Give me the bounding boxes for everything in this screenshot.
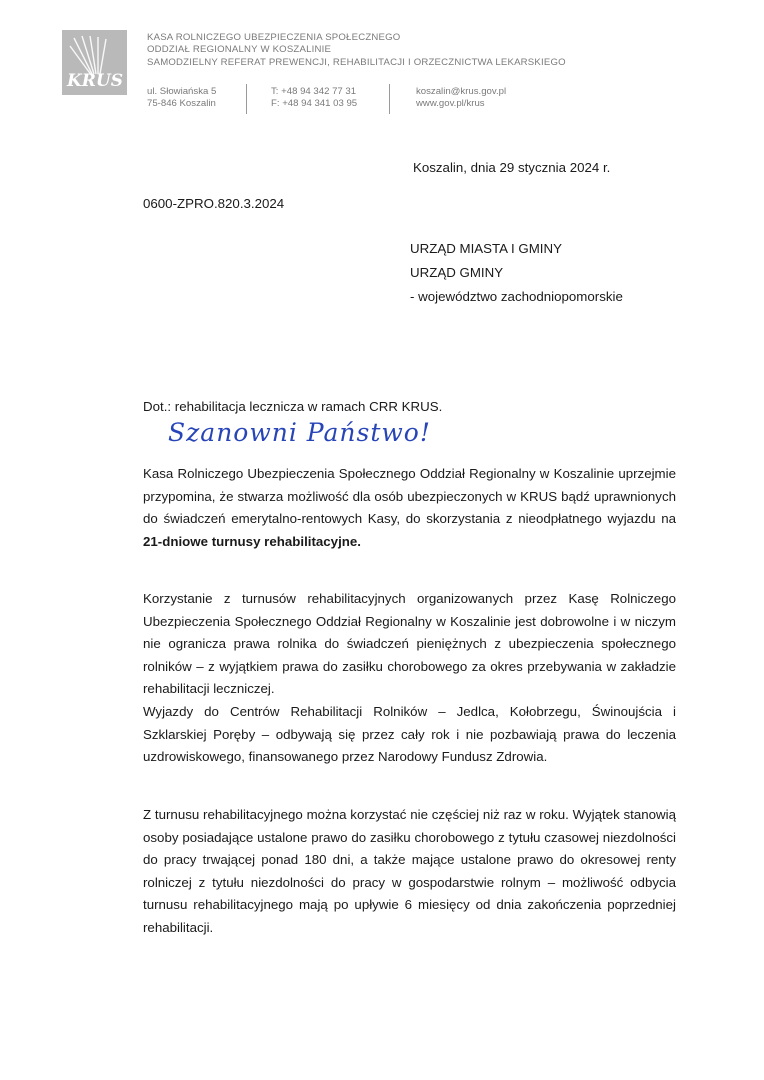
recipients	[410, 237, 623, 309]
divider	[389, 84, 390, 114]
place-date: Koszalin, dnia 29 stycznia 2024 r.	[413, 160, 611, 175]
address-city: 75-846 Koszalin	[147, 98, 216, 109]
paragraph-1	[143, 463, 676, 553]
org-line: SAMODZIELNY REFERAT PREWENCJI, REHABILITACJI I ORZECZNICTWA LEKARSKIEGO	[147, 56, 566, 68]
org-line: KASA ROLNICZEGO UBEZPIECZENIA SPOŁECZNEGO	[147, 32, 401, 43]
subject-line: Dot.: rehabilitacja lecznicza w ramach CRR KRUS.	[143, 399, 443, 414]
paragraph-2b: Wyjazdy do Centrów Rehabilitacji Rolników – Jedlca, Kołobrzegu, Świnoujścia i Szklarskiej Poręby – odbywają się przez cały rok i nie pozbawiają prawa do leczenia uzdrowiskowego, finansowanego przez Narodowy Fundusz Zdrowia.	[143, 703, 676, 765]
email-link[interactable]: koszalin@krus.gov.pl	[416, 86, 507, 97]
web-block	[416, 86, 506, 110]
logo-text: KRUS	[66, 71, 124, 91]
paragraph-1-text: Kasa Rolniczego Ubezpieczenia Społecznego Oddział Regionalny w Koszalinie uprzejmie przypomina, że stwarza możliwość dla osób ubezpieczonych w KRUS bądź uprawnionych do świadczeń emerytalno-rentowych Kasy, do skorzystania z nieodpłatnego wyjazdu na	[143, 466, 676, 527]
paragraph-2a: Korzystanie z turnusów rehabilitacyjnych organizowanych przez Kasę Rolniczego Ubezpieczenia Społecznego Oddział Regionalny w Koszalinie jest dobrowolne i w niczym nie ogranicza prawa rolnika do świadczeń pieniężnych z ubezpieczenia społecznego rolników – z wyjątkiem prawa do zasiłku chorobowego za okres przebywania w zakładzie rehabilitacji leczniczej.	[143, 591, 676, 697]
paragraph-1-bold: 21-dniowe turnusy rehabilitacyjne.	[143, 533, 361, 549]
organization-name	[147, 32, 566, 69]
paragraph-3-text: Z turnusu rehabilitacyjnego można korzystać nie częściej niż raz w roku. Wyjątek stanowią osoby posiadające ustalone prawo do zasiłku chorobowego z tytułu czasowej niezdolności do pracy trwającej ponad 180 dni, a także mające ustalone prawo do okresowej renty rolniczej z tytułu niezdolności do pracy w gospodarstwie rolnym – możliwość odbycia turnusu rehabilitacyjnego mają po upływie 6 miesięcy od dnia zakończenia poprzedniej rehabilitacji.	[143, 807, 676, 935]
phone-number: T: +48 94 342 77 31	[271, 86, 357, 97]
reference-number: 0600-ZPRO.820.3.2024	[143, 196, 285, 211]
address-street: ul. Słowiańska 5	[147, 86, 217, 97]
krus-logo	[62, 30, 127, 95]
fax-number: F: +48 94 341 03 95	[271, 98, 358, 109]
recipient-line: - województwo zachodniopomorskie	[410, 289, 623, 304]
divider	[246, 84, 247, 114]
paragraph-3	[143, 804, 676, 940]
recipient-line: URZĄD GMINY	[410, 265, 504, 280]
krus-logo-icon	[62, 30, 127, 95]
recipient-line: URZĄD MIASTA I GMINY	[410, 241, 562, 256]
phone-block	[271, 86, 357, 110]
website-link[interactable]: www.gov.pl/krus	[416, 98, 485, 109]
paragraph-2	[143, 588, 676, 769]
address-block	[147, 86, 216, 110]
org-line: ODDZIAŁ REGIONALNY W KOSZALINIE	[147, 44, 332, 56]
handwritten-salutation: Szanowni Państwo!	[168, 418, 431, 447]
